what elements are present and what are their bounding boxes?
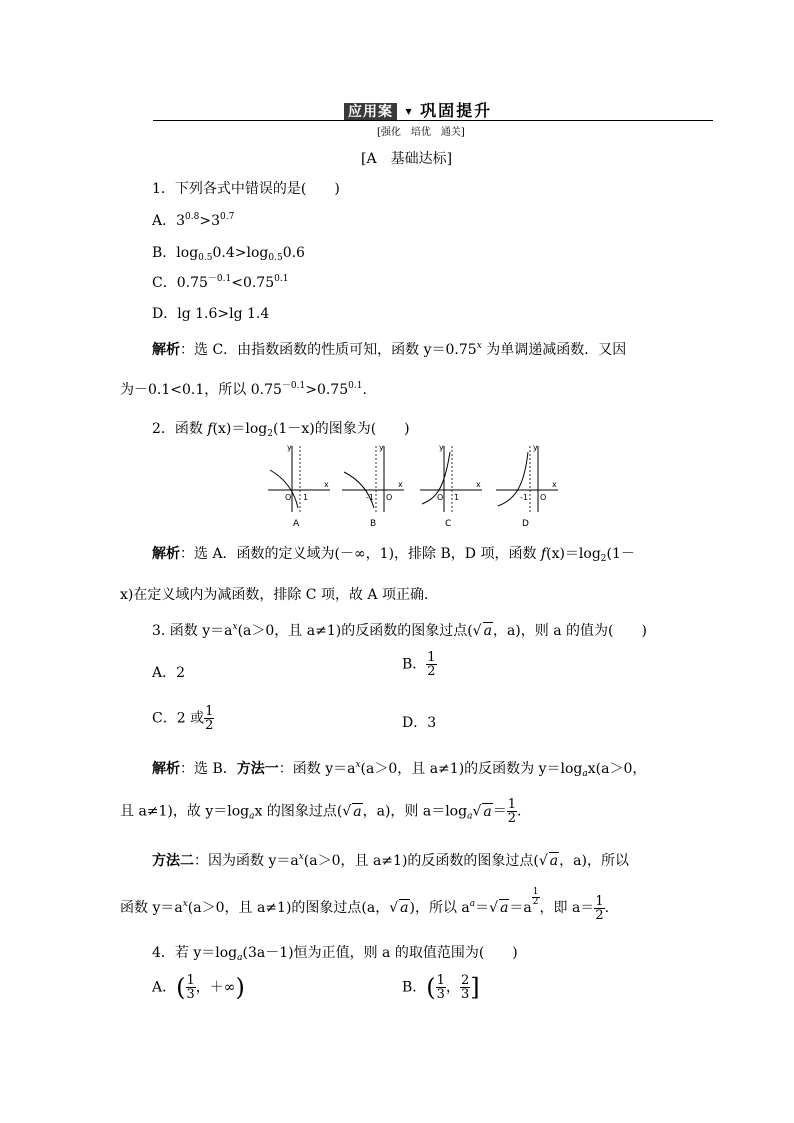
- graph-a-origin-label: O: [285, 493, 292, 502]
- q3-stem: 3. 函数 $y=a^x(a>0$，且 a≠1)的反函数的图象过点(√ a，a)，则 a 的值为( ): [152, 622, 647, 639]
- graph-a-one-label: 1: [303, 493, 309, 502]
- q3-option-a: A．2: [152, 665, 186, 681]
- header-arrow-icon: ▼: [405, 107, 412, 116]
- graph-c-one-label: 1: [454, 493, 460, 502]
- graph-b: [342, 443, 404, 529]
- sqrt-icon: √: [472, 623, 482, 639]
- graph-d-y-label: y: [533, 443, 538, 452]
- q3-solution-line4: 函数 $y=a^x(a>0$，且 a≠1)的图象过点(a，√ a)，所以 $a^a=√$ a＝a $\frac{1}{2}$ ，即 a＝ $\frac{1}{2}$ .: [120, 887, 610, 923]
- q1-option-a: A．$3^{0.8}>3^{0.7}$: [152, 212, 235, 229]
- graph-d-neg1-label: -1: [520, 493, 528, 502]
- q1-solution-line1: 解析：选 C．由指数函数的性质可知，函数 $y=0.75^x$ 为单调递减函数．又因: [152, 341, 627, 358]
- graph-c: [420, 443, 482, 529]
- q3-solution-line3: 方法二：因为函数 $y=a^x(a>0$，且 a≠1)的反函数的图象过点(√ a，a)，所以: [152, 852, 629, 869]
- q2-solution-line2: x)在定义域内为减函数，排除 C 项，故 A 项正确．: [120, 587, 438, 603]
- graph-label-d: D: [522, 519, 529, 529]
- graph-b-x-label: x: [398, 480, 403, 489]
- q1-option-d: D．lg 1.6>lg 1.4: [152, 306, 270, 322]
- q3-solution-line2: 且 a≠1)，故 $y=\log_ax$ 的图象过点(√ a，a)，则 $a=\log_a√$ a＝ $\frac{1}{2}$ .: [120, 797, 522, 826]
- graph-c-origin-label: O: [437, 493, 444, 502]
- q2-solution-line1: 解析：选 A．函数的定义域为(－∞，1)，排除 B，D 项，函数 $f(x)=\log_2(1-$: [152, 546, 635, 564]
- graph-a-x-label: x: [324, 480, 329, 489]
- header-tag: 应用案: [344, 103, 397, 121]
- q1-option-b: B．$\log_{0.5}0.4>\log_{0.5}0.6$: [152, 245, 305, 263]
- graph-a: [268, 443, 330, 529]
- graph-b-y-label: y: [379, 443, 384, 452]
- graph-b-origin-label: O: [386, 493, 393, 502]
- q4-stem: 4．若 $y=\log_a(3a-1)$恒为正值，则 a 的取值范围为( ): [152, 945, 518, 963]
- header-rule: [153, 120, 713, 121]
- header-subtitle: [强化 培优 通关]: [377, 127, 465, 138]
- graph-c-x-label: x: [476, 480, 481, 489]
- q2-stem: 2．函数 $f(x)=\log_2(1-x)$的图象为( ): [152, 421, 410, 439]
- q3-solution-line1: 解析：选 B．方法一：函数 $y=a^x(a>0$，且 a≠1)的反函数为 $y=\log_ax(a>0$，: [152, 760, 647, 779]
- graph-a-y-label: y: [287, 443, 292, 452]
- header-bar: [344, 98, 492, 121]
- q1-option-c: C．$0.75^{-0.1}<0.75^{0.1}$: [152, 274, 289, 291]
- q3-option-b: B． $\frac{1}{2}$: [402, 650, 436, 679]
- q3-option-d: D．3: [402, 715, 437, 731]
- q3-option-c: C．2 或 $\frac{1}{2}$: [152, 704, 214, 733]
- q1-solution-line2: 为－0.1<0.1，所以 $0.75^{-0.1}>0.75^{0.1}$.: [120, 381, 367, 398]
- graph-b-neg1-label: -1: [366, 493, 374, 502]
- section-title: [A 基础达标]: [361, 151, 453, 167]
- graph-label-c: C: [445, 519, 452, 529]
- graph-c-y-label: y: [439, 443, 444, 452]
- graph-label-b: B: [370, 519, 377, 529]
- q4-option-a: A．( $\frac{1}{3}$ ，＋∞): [152, 973, 245, 1002]
- graph-d: [496, 443, 558, 529]
- header-title: 巩固提升: [420, 101, 493, 120]
- q2-graphs: [260, 440, 560, 532]
- graph-label-a: A: [293, 519, 300, 529]
- q4-option-b: B．( $\frac{1}{3}$ ， $\frac{2}{3}$ ]: [402, 973, 480, 1002]
- graph-d-x-label: x: [552, 480, 557, 489]
- q1-stem: 1．下列各式中错误的是( ): [152, 181, 340, 197]
- graph-d-origin-label: O: [540, 493, 547, 502]
